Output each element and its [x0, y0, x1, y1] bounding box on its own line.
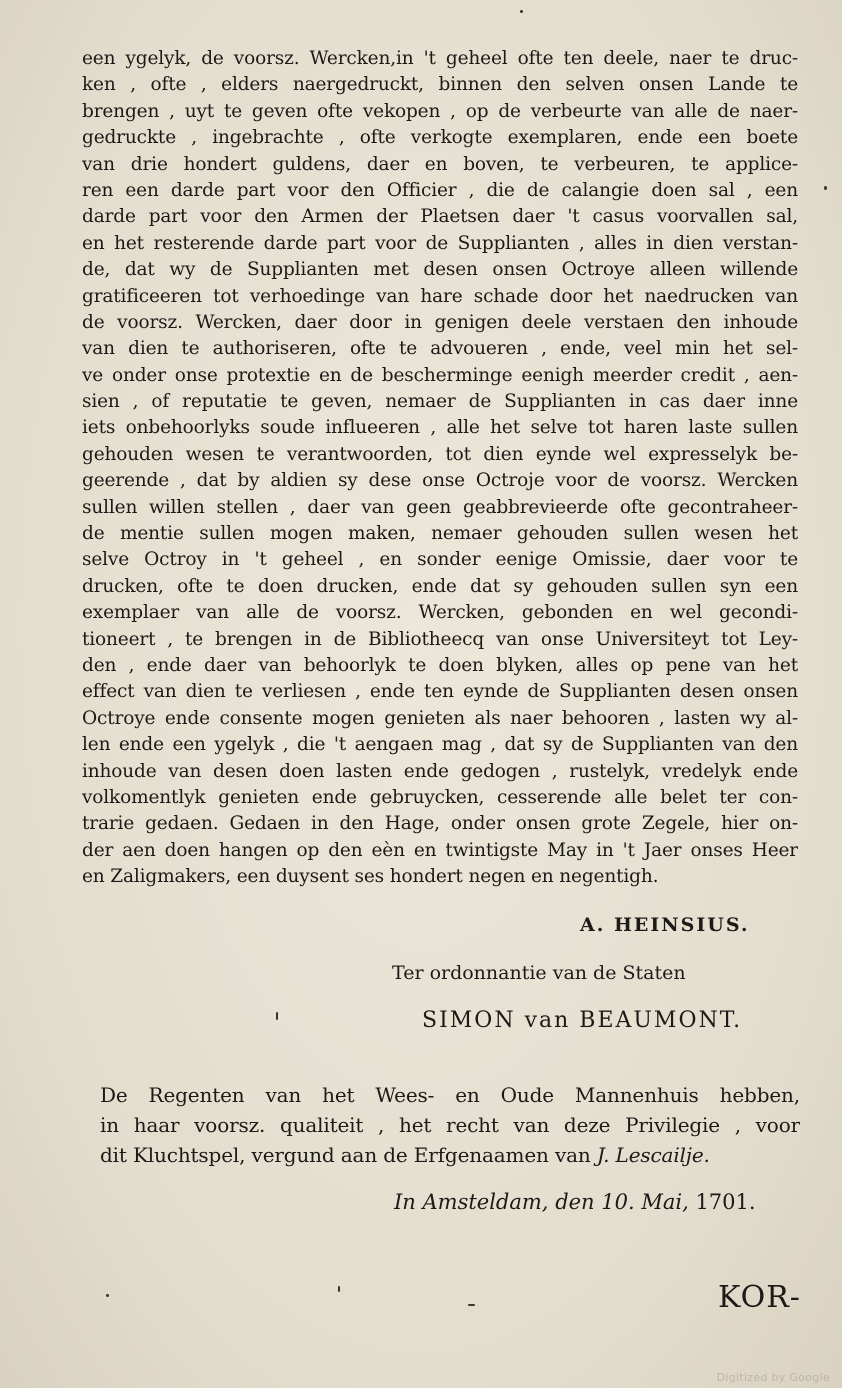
text-line: sullen willen stellen , daer van geen geabbrevieerde ofte gecontraheer-	[82, 496, 798, 518]
note-line: De Regenten van het Wees- en Oude Mannenhuis hebben,	[100, 1083, 800, 1107]
ink-speck	[468, 1304, 475, 1306]
text-line: en het resterende darde part voor de Supplianten , alles in dien verstan-	[82, 232, 798, 254]
text-line: en Zaligmakers, een duysent ses hondert negen en negentigh.	[82, 866, 659, 888]
text-line: gehouden wesen te verantwoorden, tot dien eynde wel expresselyk be-	[82, 443, 798, 465]
text-line: van drie hondert guldens, daer en boven, te verbeuren, te applice-	[82, 153, 798, 175]
text-line: sien , of reputatie te geven, nemaer de Supplianten in cas daer inne	[82, 391, 798, 413]
ink-speck	[824, 186, 827, 190]
text-line: selve Octroy in 't geheel , en sonder eenige Omissie, daer voor te	[82, 549, 798, 571]
dateline-year: 1701.	[695, 1190, 756, 1214]
catchword: KOR-	[718, 1280, 801, 1315]
text-line: iets onbehoorlyks soude influeeren , alle het selve tot haren laste sullen	[82, 417, 798, 439]
text-line: van dien te authoriseren, ofte te advoueren , ende, veel min het sel-	[82, 338, 798, 360]
text-line: geerende , dat by aldien sy dese onse Octroje voor de voorsz. Wercken	[82, 470, 798, 492]
regenten-note	[100, 1080, 800, 1170]
privilege-text	[82, 46, 798, 891]
text-line: der aen doen hangen op den eèn en twintigste May in 't Jaer onses Heer	[82, 839, 798, 861]
ink-speck	[520, 10, 523, 13]
ink-speck	[106, 1294, 109, 1297]
dateline-date: den 10. Mai,	[555, 1190, 689, 1214]
text-line: ken , ofte , elders naergedruckt, binnen den selven onsen Lande te	[82, 74, 798, 96]
digitization-watermark: Digitized by Google	[716, 1371, 830, 1384]
text-line: len ende een ygelyk , die 't aengaen mag , dat sy de Supplianten van den	[82, 734, 798, 756]
text-line: drucken, ofte te doen drucken, ende dat sy gehouden sullen syn een	[82, 575, 798, 597]
text-line: ren een darde part voor den Officier , die de calangie doen sal , een	[82, 179, 798, 201]
text-line: volkomentlyk genieten ende gebruycken, cesserende alle belet ter con-	[82, 786, 798, 808]
signature-heinsius: A. HEINSIUS.	[580, 914, 750, 936]
ordonnantie-line: Ter ordonnantie van de Staten	[392, 962, 686, 984]
text-line: darde part voor den Armen der Plaetsen daer 't casus voorvallen sal,	[82, 206, 798, 228]
note-line-prefix: dit Kluchtspel, vergund aan de Erfgenaamen van	[100, 1143, 597, 1167]
text-line: effect van dien te verliesen , ende ten eynde de Supplianten desen onsen	[82, 681, 798, 703]
text-line: ve onder onse protextie en de bescherminge eenigh meerder credit , aen-	[82, 364, 798, 386]
signature-beaumont: SIMON van BEAUMONT.	[422, 1008, 743, 1033]
text-line: trarie gedaen. Gedaen in den Hage, onder onsen grote Zegele, hier on-	[82, 813, 798, 835]
heir-name: J. Lescailje.	[596, 1143, 710, 1167]
ink-speck	[338, 1286, 340, 1292]
text-line: den , ende daer van behoorlyk te doen blyken, alles op pene van het	[82, 654, 798, 676]
note-line: in haar voorsz. qualiteit , het recht van deze Privilegie , voor	[100, 1113, 800, 1137]
text-line: de voorsz. Wercken, daer door in genigen deele verstaen den inhoude	[82, 311, 798, 333]
text-line: de, dat wy de Supplianten met desen onsen Octroye alleen willende	[82, 259, 798, 281]
dateline	[394, 1190, 756, 1214]
text-line: Octroye ende consente mogen genieten als naer behooren , lasten wy al-	[82, 707, 798, 729]
text-line: de mentie sullen mogen maken, nemaer gehouden sullen wesen het	[82, 523, 798, 545]
note-line	[100, 1140, 800, 1170]
text-line: exemplaer van alle de voorsz. Wercken, gebonden en wel gecondi-	[82, 602, 798, 624]
text-line: gedruckte , ingebrachte , ofte verkogte exemplaren, ende een boete	[82, 127, 798, 149]
dateline-place: In Amsteldam,	[394, 1190, 549, 1214]
text-line: brengen , uyt te geven ofte vekopen , op de verbeurte van alle de naer-	[82, 100, 798, 122]
text-line: tioneert , te brengen in de Bibliotheecq van onse Universiteyt tot Ley-	[82, 628, 798, 650]
text-line: een ygelyk, de voorsz. Wercken,in 't geheel ofte ten deele, naer te druc-	[82, 48, 798, 69]
ink-speck	[276, 1012, 278, 1020]
text-line: gratificeeren tot verhoedinge van hare schade door het naedrucken van	[82, 285, 798, 307]
text-line: inhoude van desen doen lasten ende gedogen , rustelyk, vredelyk ende	[82, 760, 798, 782]
